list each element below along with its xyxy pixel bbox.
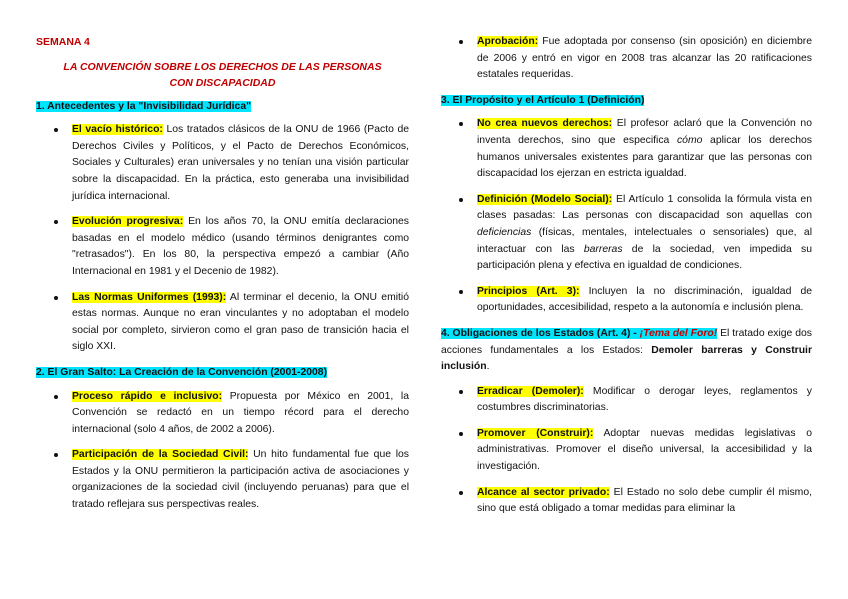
list-item: Evolución progresiva: En los años 70, la ONU emitía declaraciones basadas en el modelo médico (usando términos denigrantes como "retrasados"). En los 80, la perspectiva empezó a cambiar (Año Internacional en 1981 y el Decenio de 1982). — [72, 214, 409, 280]
document-title: LA CONVENCIÓN SOBRE LOS DERECHOS DE LAS PERSONAS CON DISCAPACIDAD — [63, 60, 382, 89]
section-4-heading: 4. Obligaciones de los Estados (Art. 4) - ¡Tema del Foro! — [441, 327, 718, 339]
section-2-continued-list — [441, 34, 812, 84]
list-item: Participación de la Sociedad Civil: Un hito fundamental fue que los Estados y la ONU permitieron la participación activa de asociaciones y organizaciones de la sociedad civil (incluyendo peruanas) para que el tratado reflejara sus perspectivas reales. — [72, 447, 409, 513]
list-item: El vacío histórico: Los tratados clásicos de la ONU de 1966 (Pacto de Derechos Civiles y Políticos, y el Pacto de Derechos Económicos, Sociales y Culturales) eran universales y no tenían una visión particular sobre la discapacidad. En la práctica, esto generaba una invisibilidad jurídica internacional. — [72, 122, 409, 205]
list-item: Promover (Construir): Adoptar nuevas medidas legislativas o administrativas. Promover el diseño universal, la accesibilidad y la investigación. — [477, 426, 812, 476]
forum-topic-label: ¡Tema del Foro! — [639, 327, 718, 339]
list-item: No crea nuevos derechos: El profesor aclaró que la Convención no inventa derechos, sino que especifica cómo aplicar los derechos humanos universales existentes para garantizar que las personas con discapacidad los ejerzan en estricta igualdad. — [477, 116, 812, 182]
section-1-list — [36, 122, 409, 356]
list-item: Aprobación: Fue adoptada por consenso (sin oposición) en diciembre de 2006 y entró en vigor en 2008 tras alcanzar las 20 ratificaciones estatales requeridas. — [477, 34, 812, 84]
section-2-heading: 2. El Gran Salto: La Creación de la Convención (2001-2008) — [36, 366, 328, 378]
section-3-list — [441, 116, 812, 317]
list-item: Proceso rápido e inclusivo: Propuesta por México en 2001, la Convención se redactó en un tiempo récord para el derecho internacional (solo 4 años, de 2002 a 2006). — [72, 389, 409, 439]
list-item: Principios (Art. 3): Incluyen la no discriminación, igualdad de oportunidades, accesibilidad, respeto a la autonomía e inclusión plena. — [477, 284, 812, 317]
list-item: Las Normas Uniformes (1993): Al terminar el decenio, la ONU emitió estas normas. Aunque no eran vinculantes y no adoptaban el modelo social por completo, sirvieron como el gran paso de transición hacia el siglo XXI. — [72, 290, 409, 356]
section-2-list — [36, 389, 409, 514]
right-column — [441, 34, 812, 527]
left-column — [36, 34, 409, 523]
list-item: Alcance al sector privado: El Estado no solo debe cumplir él mismo, sino que está obligado a tomar medidas para eliminar la — [477, 485, 812, 518]
section-1-heading: 1. Antecedentes y la "Invisibilidad Jurídica" — [36, 100, 252, 112]
section-4-intro: 4. Obligaciones de los Estados (Art. 4) - ¡Tema del Foro! El tratado exige dos acciones fundamentales a los Estados: Demoler barreras y Construir inclusión. — [441, 327, 812, 373]
list-item: Definición (Modelo Social): El Artículo 1 consolida la fórmula vista en clases pasadas: Las personas con discapacidad son aquellas con deficiencias (físicas, mentales, intelectuales o sensoriales) que, al interactuar con las barreras de la sociedad, ven impedida su participación plena y efectiva en igualdad de condiciones. — [477, 192, 812, 275]
list-item: Erradicar (Demoler): Modificar o derogar leyes, reglamentos y costumbres discriminatorias. — [477, 384, 812, 417]
week-label: SEMANA 4 — [36, 36, 90, 48]
section-3-heading: 3. El Propósito y el Artículo 1 (Definición) — [441, 94, 645, 106]
section-4-list — [441, 384, 812, 518]
